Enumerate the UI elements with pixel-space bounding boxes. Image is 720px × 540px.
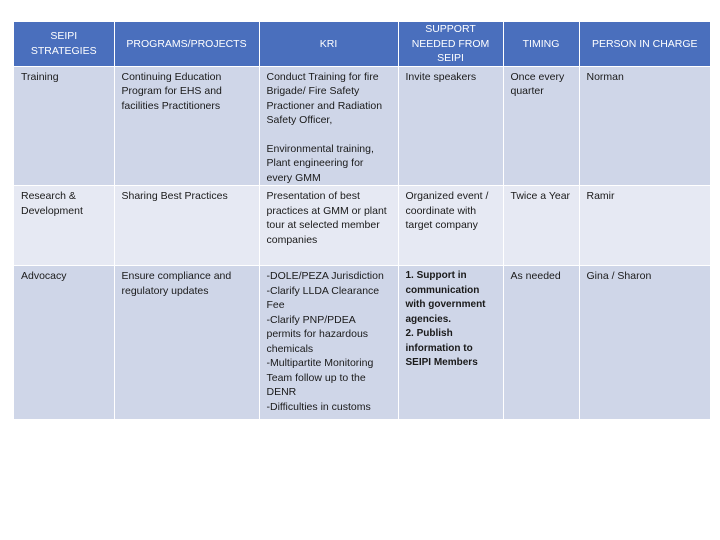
cell-strategy: Research & Development <box>14 186 114 266</box>
support-line: 2. Publish information to SEIPI Members <box>405 328 478 368</box>
header-kri: KRI <box>259 22 398 66</box>
table-row-advocacy <box>14 266 710 420</box>
kri-line: -Clarify LLDA Clearance Fee <box>266 284 380 311</box>
kri-line: -DOLE/PEZA Jurisdiction <box>266 270 384 282</box>
header-strategies: SEIPI STRATEGIES <box>14 22 114 66</box>
cell-kri <box>259 266 398 420</box>
header-timing: TIMING <box>503 22 579 66</box>
cell-person: Gina / Sharon <box>579 266 710 420</box>
header-person: PERSON IN CHARGE <box>579 22 710 66</box>
kri-line: Presentation of best practices at GMM or plant tour at selected member companies <box>266 190 387 246</box>
cell-kri <box>259 186 398 266</box>
cell-program: Sharing Best Practices <box>114 186 259 266</box>
cell-person: Ramir <box>579 186 710 266</box>
cell-person: Norman <box>579 66 710 186</box>
cell-support: Organized event / coordinate with target company <box>398 186 503 266</box>
cell-program: Continuing Education Program for EHS and facilities Practitioners <box>114 66 259 186</box>
cell-timing: As needed <box>503 266 579 420</box>
header-support: SUPPORT NEEDED FROM SEIPI <box>398 22 503 66</box>
cell-kri <box>259 66 398 186</box>
header-row <box>14 22 710 66</box>
cell-support <box>398 266 503 420</box>
support-line: 1. Support in communication with government agencies. <box>405 270 486 325</box>
kri-line: -Difficulties in customs <box>266 400 371 413</box>
cell-timing: Once every quarter <box>503 66 579 186</box>
cell-support: Invite speakers <box>398 66 503 186</box>
cell-program: Ensure compliance and regulatory updates <box>114 266 259 420</box>
cell-timing: Twice a Year <box>503 186 579 266</box>
kri-line: Environmental training, Plant engineering for every GMM <box>266 142 374 184</box>
header-programs: PROGRAMS/PROJECTS <box>114 22 259 66</box>
table-row-research <box>14 186 710 266</box>
table-row-training <box>14 66 710 186</box>
kri-line: Conduct Training for fire Brigade/ Fire Safety Practioner and Radiation Safety Officer, <box>266 70 383 126</box>
kri-line: -Clarify PNP/PDEA permits for hazardous chemicals <box>266 313 369 355</box>
strategy-table <box>14 22 710 420</box>
cell-strategy: Training <box>14 66 114 186</box>
cell-strategy: Advocacy <box>14 266 114 420</box>
kri-line: -Multipartite Monitoring Team follow up to the DENR <box>266 357 374 398</box>
